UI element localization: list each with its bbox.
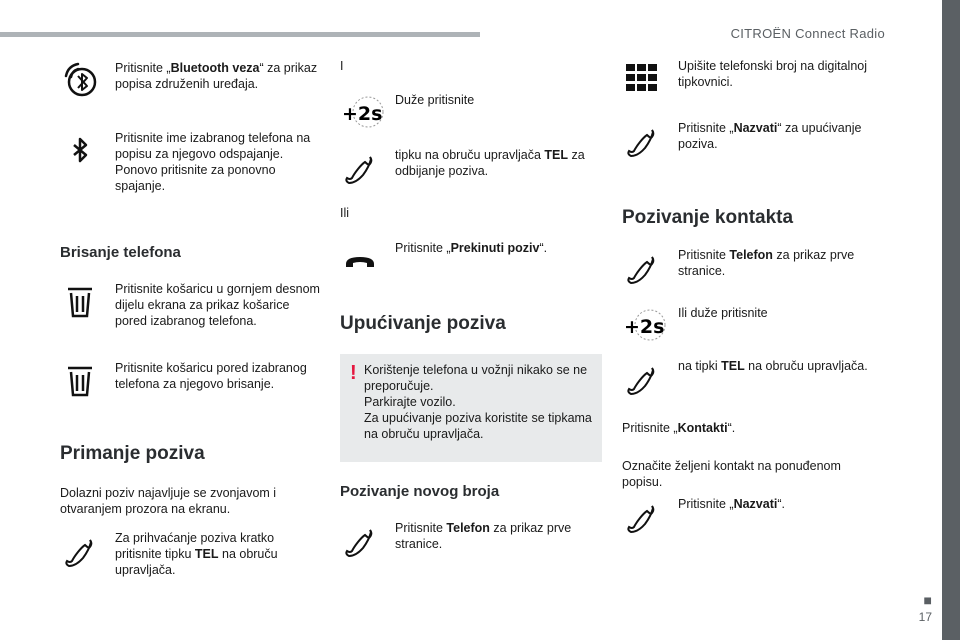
bluetooth-signal-icon <box>60 60 100 100</box>
final-call-text: Pritisnite „Nazvati“. <box>678 497 785 511</box>
contact-telefon-text: Pritisnite Telefon za prikaz prve stranice. <box>678 248 855 278</box>
call-text: Pritisnite „Nazvati“ za upućivanje poziva. <box>678 121 862 151</box>
select-contact-instruction: Označite željeni kontakt na ponuđenom popisu. <box>622 459 841 489</box>
warning-text: Korištenje telefona u vožnji nikako se ne preporučuje. Parkirajte vozilo. Za upućivanje poziva koristite se tipkama na obruču upravljača. <box>364 363 592 441</box>
page-number: 17 <box>918 610 932 624</box>
contacts-instruction: Pritisnite „Kontakti“. <box>622 421 736 435</box>
phone-handset-icon <box>622 120 662 160</box>
telefon-text: Pritisnite Telefon za prikaz prve stranice. <box>395 521 572 551</box>
phone-name-text: Pritisnite ime izabranog telefona na popisu za njegovo odspajanje. Ponovo pritisnite za ponovno spajanje. <box>115 131 311 193</box>
phone-handset-icon <box>622 496 662 536</box>
trash-next-text: Pritisnite košaricu pored izabranog telefona za njegovo brisanje. <box>115 361 307 391</box>
top-rule <box>0 32 480 37</box>
page-marker: ■ <box>923 592 932 608</box>
call-contact-heading: Pozivanje kontakta <box>622 207 794 228</box>
reject-call-text: tipku na obruču upravljača TEL za odbijanje poziva. <box>395 148 585 178</box>
phone-handset-icon <box>60 530 100 570</box>
receive-call-heading: Primanje poziva <box>60 443 205 464</box>
accept-call-text: Za prihvaćanje poziva kratko pritisnite tipku TEL na obruču upravljača. <box>115 531 278 577</box>
conjunction-and: I <box>340 59 344 73</box>
warning-exclamation-icon: ! <box>350 362 357 384</box>
long-press-contact-text: Ili duže pritisnite <box>678 306 768 320</box>
phone-handset-icon <box>622 247 662 287</box>
trash-icon <box>60 360 100 400</box>
new-number-heading: Pozivanje novog broja <box>340 483 500 500</box>
long-press-text: Duže pritisnite <box>395 93 475 107</box>
keypad-icon <box>622 58 662 98</box>
phone-handset-icon <box>622 358 662 398</box>
bluetooth-connection-text: Pritisnite „Bluetooth veza“ za prikaz popisa združenih uređaja. <box>115 61 318 91</box>
wheel-tel-text: na tipki TEL na obruču upravljača. <box>678 359 868 373</box>
warning-box <box>340 354 602 462</box>
trash-icon <box>60 281 100 321</box>
phone-handset-icon <box>340 520 380 560</box>
conjunction-or: Ili <box>340 206 350 220</box>
delete-phone-heading: Brisanje telefona <box>60 244 181 261</box>
receive-call-description: Dolazni poziv najavljuje se zvonjavom i otvaranjem prozora na ekranu. <box>60 486 277 516</box>
long-press-2s-icon <box>622 305 666 345</box>
long-press-2s-icon <box>340 92 384 132</box>
bluetooth-icon <box>60 130 100 170</box>
keypad-text: Upišite telefonski broj na digitalnoj tipkovnici. <box>678 59 867 89</box>
hang-up-icon <box>340 240 380 280</box>
place-call-heading: Upućivanje poziva <box>340 313 506 334</box>
trash-top-text: Pritisnite košaricu u gornjem desnom dijelu ekrana za prikaz košarice pored izabranog telefona. <box>115 282 320 328</box>
badge-2s-label: +2s <box>342 103 383 125</box>
header-title: CITROËN Connect Radio <box>730 26 885 41</box>
phone-handset-icon <box>340 147 380 187</box>
hang-up-text: Pritisnite „Prekinuti poziv“. <box>395 241 548 255</box>
badge-2s-label: +2s <box>624 316 665 338</box>
page-sidebar <box>942 0 960 640</box>
